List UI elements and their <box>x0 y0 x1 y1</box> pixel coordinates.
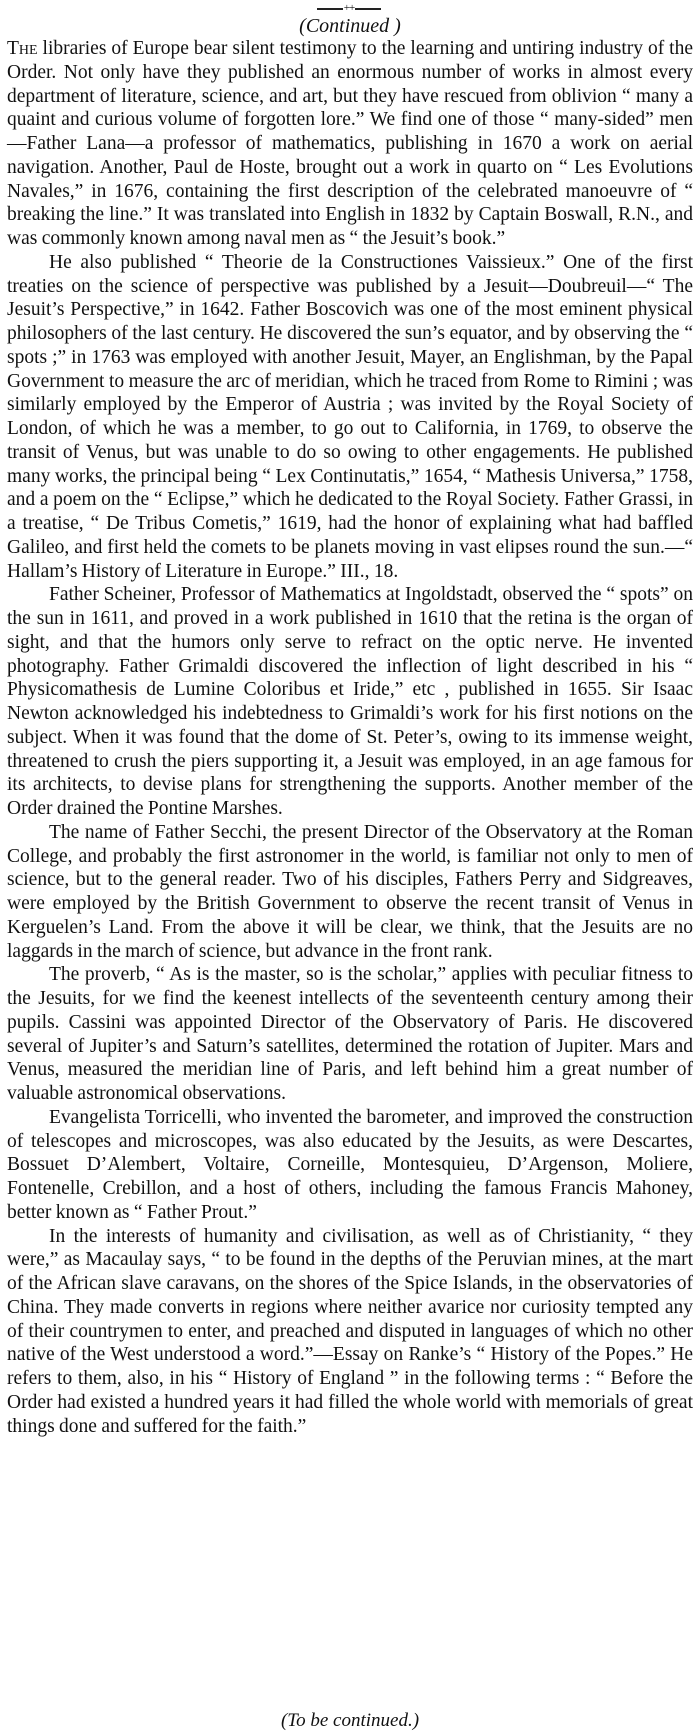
lead-word: The <box>7 38 38 59</box>
paragraph-scheiner: Father Scheiner, Professor of Mathematics at Ingoldstadt, observed the “ spots” on the sun in 1611, and proved in a work published in 1610 that the retina is the organ of sight, and that the humors only serve to refract on the optic nerve. He invented photography. Father Grimaldi discovered the inflection of light described in his “ Physicomathesis de Lumine Coloribus et Iride,” etc , published in 1655. Sir Isaac Newton acknowledged his indebtedness to Grimaldi’s work for his first notions on the subject. When it was found that the dome of St. Peter’s, owing to its immense weight, threatened to crush the piers supporting it, a Jesuit was employed, in an age famous for its architects, to devise plans for strengthening the supports. Another member of the Order drained the Pontine Marshes. <box>7 584 693 819</box>
paragraph-proverb: The proverb, “ As is the master, so is the scholar,” applies with peculiar fitness to the Jesuits, for we find the keenest intellects of the seventeenth century among their pupils. Cassini was appointed Director of the Observatory of Paris. He discovered several of Jupiter’s and Saturn’s satellites, determined the rotation of Jupiter. Mars and Venus, measured the meridian line of Paris, and left behind him a great number of valuable astronomical observations. <box>7 964 693 1104</box>
paragraph-libraries <box>7 37 693 251</box>
newspaper-column <box>7 0 693 1736</box>
paragraph-secchi: The name of Father Secchi, the present Director of the Observatory at the Roman College, and probably the first astronomer in the world, is familiar not only to men of science, but to the general reader. Two of his disciples, Fathers Perry and Sidgreaves, were employed by the British Government to observe the recent transit of Venus in Kerguelen’s Land. From the above it will be clear, we think, that the Jesuits are no laggards in the march of science, but advance in the front rank. <box>7 821 693 962</box>
paragraph-macaulay: In the interests of humanity and civilisation, as well as of Christianity, “ they were,” as Macaulay says, “ to be found in the depths of the Peruvian mines, at the mart of the African slave caravans, on the shores of the Spice Islands, in the observatories of China. They made converts in regions where neither avarice nor curiosity tempted any of their countrymen to enter, and preached and disputed in languages of which no other native of the West understood a word.”—Essay on Ranke’s “ History of the Popes.” He refers to them, also, in his “ History of England ” in the following terms : “ Before the Order had existed a hundred years it had filled the whole world with memorials of great things done and suffered for the faith.” <box>7 1225 693 1437</box>
continued-heading: (Continued ) <box>299 15 401 37</box>
rule-line-left <box>317 8 343 10</box>
rule-line-right <box>355 8 381 10</box>
paragraph-libraries-text: libraries of Europe bear silent testimony to the learning and untiring industry of the Order. Not only have they published an enormous number of works in almost every department of literature, science, and art, but they have rescued from oblivion “ many a quaint and curious volume of forgotten lore.” We find one of those “ many-sided” men—Father Lana—a professor of mathematics, publishing in 1670 a work on aerial navigation. Another, Paul de Hoste, brought out a work in quarto on “ Les Evolutions Navales,” in 1676, containing the first description of the celebrated manoeuvre of “ breaking the line.” It was translated into English in 1832 by Captain Boswall, R.N., and was commonly known among naval men as “ the Jesuit’s book.” <box>7 38 693 249</box>
paragraph-perspective: He also published “ Theorie de la Constructiones Vaissieux.” One of the first treaties on the science of perspective was published by a Jesuit—Doubreuil—“ The Jesuit’s Perspective,” in 1642. Father Boscovich was one of the most eminent physical philosophers of the last century. He discovered the sun’s equator, and by observing the “ spots ;” in 1763 was employed with another Jesuit, Mayer, an Englishman, by the Papal Government to measure the arc of meridian, which he traced from Rome to Rimini ; was similarly employed by the Emperor of Austria ; was invited by the Royal Society of London, of which he was a member, to go out to California, in 1769, to observe the transit of Venus, but was unable to do so owing to other engagements. He published many works, the principal being “ Lex Continutatis,” 1654, “ Mathesis Universa,” 1758, and a poem on the “ Eclipse,” which he dedicated to the Royal Society. Father Grassi, in a treatise, “ De Tribus Cometis,” 1619, had the honor of explaining what had baffled Galileo, and first held the comets to be planets moving in vast elipses round the sun.—“ Hallam’s History of Literature in Europe.” III., 18. <box>7 251 693 582</box>
paragraph-torricelli: Evangelista Torricelli, who invented the barometer, and improved the construction of telescopes and microscopes, was also educated by the Jesuits, as were Descartes, Bossuet D’Alembert, Voltaire, Corneille, Montesquieu, D’Argenson, Moliere, Fontenelle, Crebillon, and a host of others, including the famous Francis Mahoney, better known as “ Father Prout.” <box>7 1106 693 1223</box>
rule-ornament: ++ <box>343 2 355 14</box>
article-body <box>7 37 693 1438</box>
to-be-continued: (To be continued.) <box>280 1710 420 1731</box>
ornamental-rule <box>317 4 381 14</box>
